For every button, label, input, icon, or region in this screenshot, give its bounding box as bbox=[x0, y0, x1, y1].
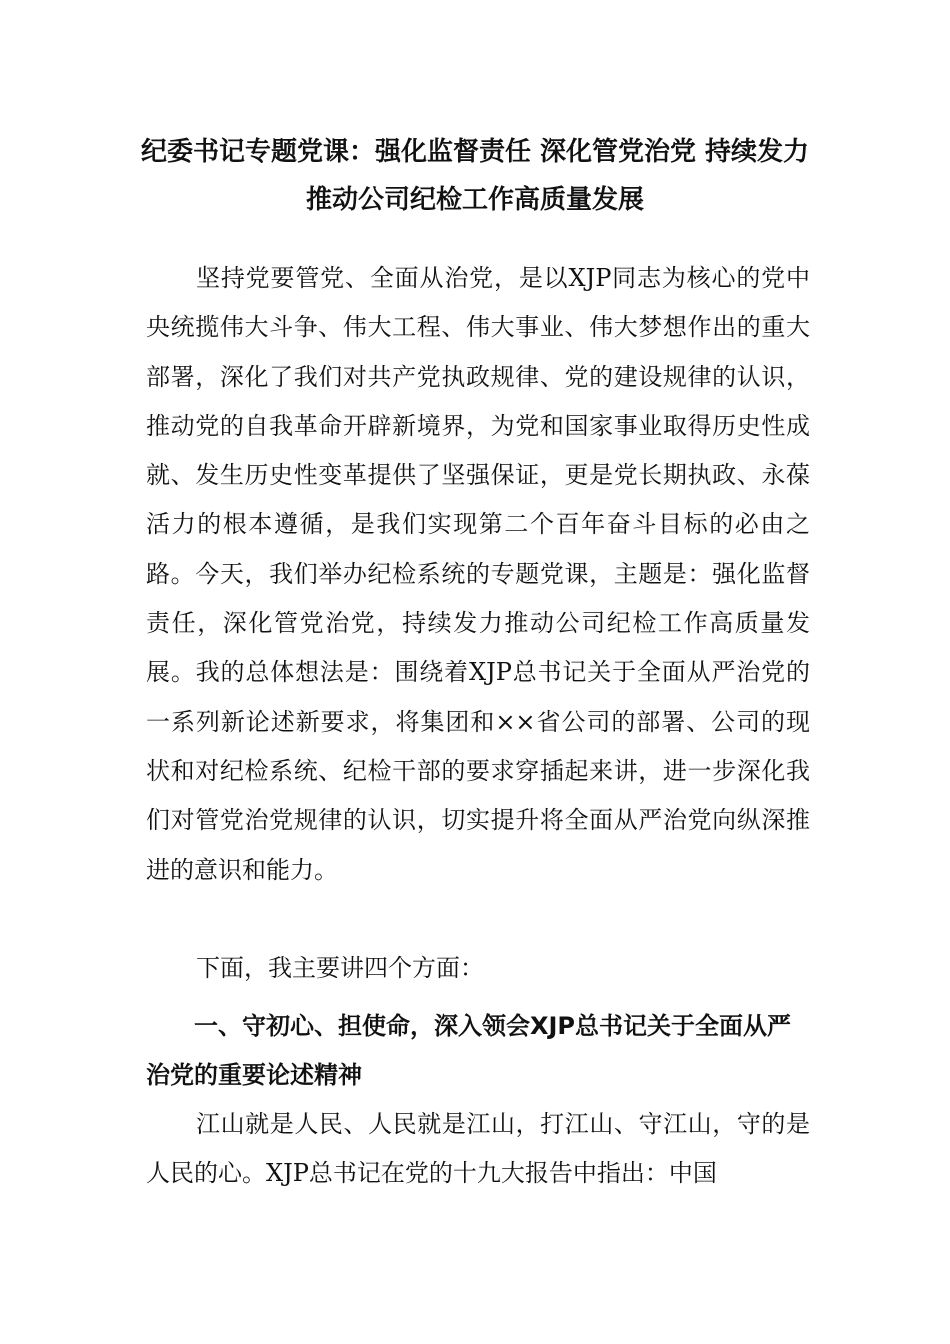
body-paragraph-2: 下面，我主要讲四个方面： bbox=[196, 954, 484, 982]
document-title-line-2: 推动公司纪检工作高质量发展 bbox=[305, 185, 644, 215]
body-paragraph-3: 江山就是人民、人民就是江山，打江山、守江山，守的是人民的心。XJP总书记在党的十九大报告中指出：中国 bbox=[146, 1110, 810, 1188]
section-heading-1: 一、守初心、担使命，深入领会XJP总书记关于全面从严治党的重要论述精神 bbox=[146, 1012, 792, 1090]
document-title-line-1: 纪委书记专题党课：强化监督责任 深化管党治党 持续发力 bbox=[140, 137, 810, 167]
body-paragraph-1: 坚持党要管党、全面从治党，是以XJP同志为核心的党中央统揽伟大斗争、伟大工程、伟大事业、伟大梦想作出的重大部署，深化了我们对共产党执政规律、党的建设规律的认识，推动党的自我革命开辟新境界，为党和国家事业取得历史性成就、发生历史性变革提供了坚强保证，更是党长期执政、永葆活力的根本遵循，是我们实现第二个百年奋斗目标的必由之路。今天，我们举办纪检系统的专题党课，主题是：强化监督责任，深化管党治党，持续发力推动公司纪检工作高质量发展。我的总体想法是：围绕着XJP总书记关于全面从严治党的一系列新论述新要求，将集团和××省公司的部署、公司的现状和对纪检系统、纪检干部的要求穿插起来讲，进一步深化我们对管党治党规律的认识，切实提升将全面从严治党向纵深推进的意识和能力。 bbox=[146, 264, 810, 884]
